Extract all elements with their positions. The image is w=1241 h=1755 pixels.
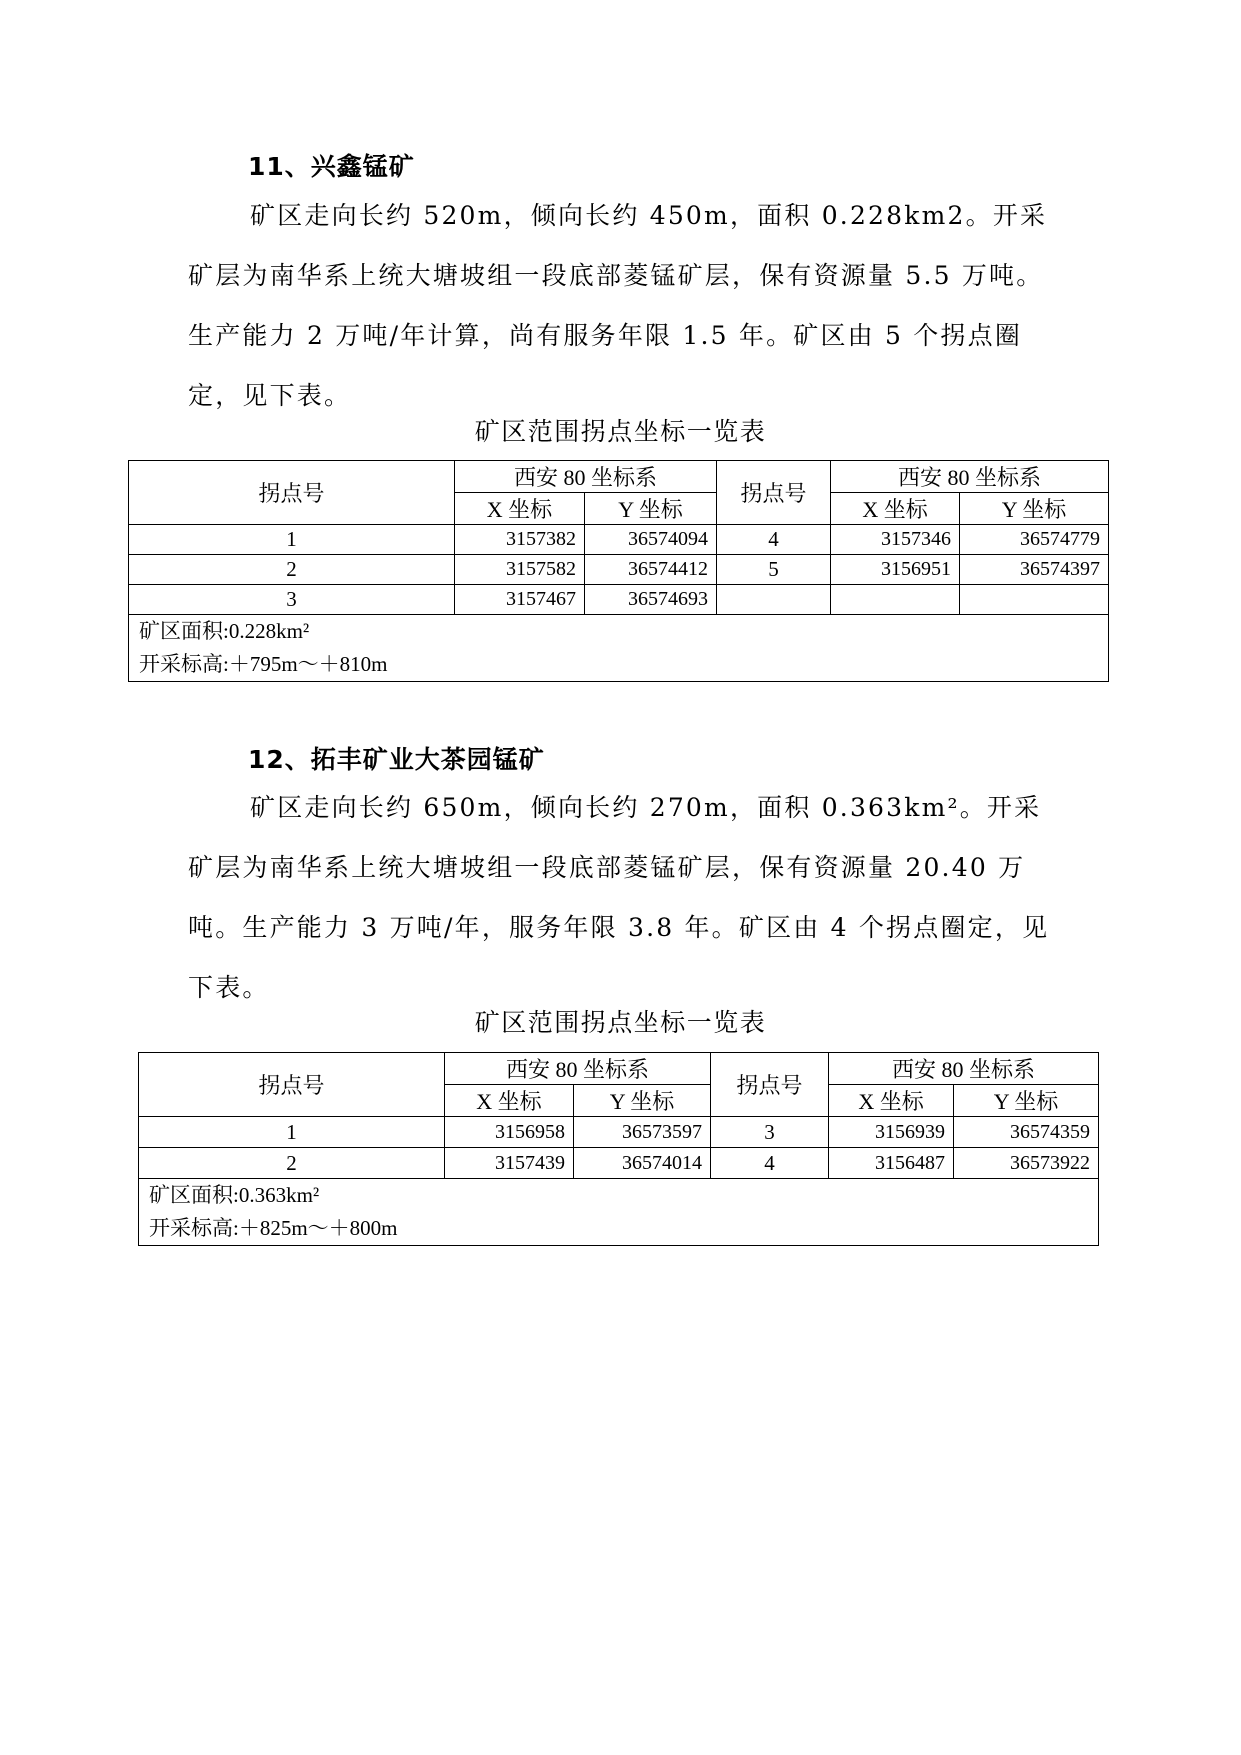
y-coordinate: 36574359 [954, 1117, 1099, 1148]
x-coordinate [831, 585, 960, 615]
x-coordinate: 3157467 [455, 585, 585, 615]
mining-elevation: 开采标高:＋795m～＋810m [139, 652, 388, 676]
col-system-header: 西安 80 坐标系 [829, 1053, 1099, 1085]
table-row [129, 555, 1109, 585]
point-number: 3 [711, 1117, 829, 1148]
point-number: 1 [139, 1117, 445, 1148]
x-coordinate: 3157582 [455, 555, 585, 585]
col-x-header: X 坐标 [455, 493, 585, 525]
x-coordinate: 3157439 [445, 1148, 574, 1179]
y-coordinate: 36573922 [954, 1148, 1099, 1179]
point-number: 1 [129, 525, 455, 555]
section-12-paragraph: 矿区走向长约 650m，倾向长约 270m，面积 0.363km²。开采矿层为南华系上统大塘坡组一段底部菱锰矿层，保有资源量 20.40 万吨。生产能力 3 万吨/年，服务年限 3.8 年。矿区由 4 个拐点圈定，见下表。 [188, 793, 1050, 1002]
col-system-header: 西安 80 坐标系 [445, 1053, 711, 1085]
table-row [129, 585, 1109, 615]
point-number: 4 [711, 1148, 829, 1179]
x-coordinate: 3156487 [829, 1148, 954, 1179]
y-coordinate: 36574693 [585, 585, 717, 615]
point-number: 2 [129, 555, 455, 585]
mining-area: 矿区面积:0.228km² [139, 619, 310, 643]
mining-area: 矿区面积:0.363km² [149, 1183, 320, 1207]
x-coordinate: 3156951 [831, 555, 960, 585]
col-point-header: 拐点号 [129, 461, 455, 525]
section-12-heading: 12、拓丰矿业大茶园锰矿 [248, 745, 545, 774]
table-note [139, 1179, 1099, 1246]
section-11-heading: 11、兴鑫锰矿 [248, 152, 415, 181]
col-x-header: X 坐标 [831, 493, 960, 525]
x-coordinate: 3156939 [829, 1117, 954, 1148]
table-row [129, 525, 1109, 555]
point-number [717, 585, 831, 615]
table-note [129, 615, 1109, 682]
section-11-coordinate-table [128, 460, 1109, 682]
section-12-table-caption: 矿区范围拐点坐标一览表 [474, 1008, 767, 1037]
y-coordinate: 36573597 [574, 1117, 711, 1148]
point-number: 5 [717, 555, 831, 585]
point-number: 4 [717, 525, 831, 555]
col-y-header: Y 坐标 [954, 1085, 1099, 1117]
x-coordinate: 3156958 [445, 1117, 574, 1148]
y-coordinate [960, 585, 1109, 615]
col-y-header: Y 坐标 [574, 1085, 711, 1117]
col-point-header: 拐点号 [717, 461, 831, 525]
x-coordinate: 3157382 [455, 525, 585, 555]
col-y-header: Y 坐标 [960, 493, 1109, 525]
section-12-coordinate-table [138, 1052, 1099, 1246]
y-coordinate: 36574779 [960, 525, 1109, 555]
y-coordinate: 36574094 [585, 525, 717, 555]
table-row [139, 1148, 1099, 1179]
section-11-table-caption: 矿区范围拐点坐标一览表 [474, 417, 767, 446]
col-system-header: 西安 80 坐标系 [831, 461, 1109, 493]
y-coordinate: 36574014 [574, 1148, 711, 1179]
section-11-paragraph: 矿区走向长约 520m，倾向长约 450m，面积 0.228km2。开采矿层为南华系上统大塘坡组一段底部菱锰矿层，保有资源量 5.5 万吨。生产能力 2 万吨/年计算，尚有服务年限 1.5 年。矿区由 5 个拐点圈定，见下表。 [188, 201, 1048, 410]
mining-elevation: 开采标高:＋825m～＋800m [149, 1216, 398, 1240]
y-coordinate: 36574412 [585, 555, 717, 585]
point-number: 3 [129, 585, 455, 615]
col-system-header: 西安 80 坐标系 [455, 461, 717, 493]
col-x-header: X 坐标 [829, 1085, 954, 1117]
col-x-header: X 坐标 [445, 1085, 574, 1117]
y-coordinate: 36574397 [960, 555, 1109, 585]
col-point-header: 拐点号 [711, 1053, 829, 1117]
col-y-header: Y 坐标 [585, 493, 717, 525]
col-point-header: 拐点号 [139, 1053, 445, 1117]
point-number: 2 [139, 1148, 445, 1179]
table-row [139, 1117, 1099, 1148]
x-coordinate: 3157346 [831, 525, 960, 555]
